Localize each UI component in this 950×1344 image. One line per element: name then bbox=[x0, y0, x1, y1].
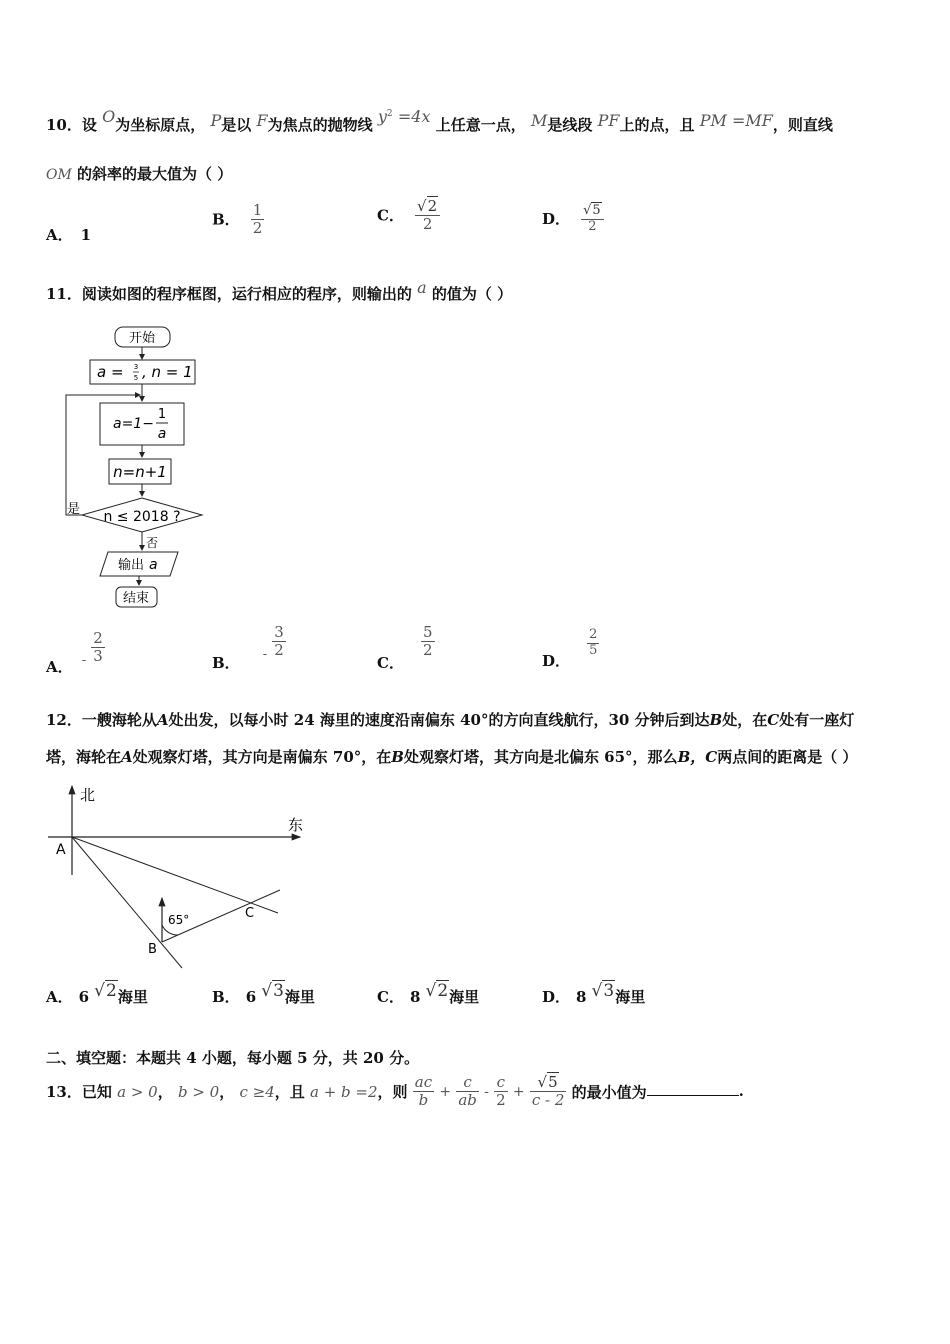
q11-option-a[interactable]: A． $_-$ $\frac{2}{3}$ bbox=[46, 629, 103, 677]
flow-decision-text: n ≤ 2018 ? bbox=[103, 509, 181, 525]
flow-init-num: 3 bbox=[133, 363, 139, 371]
point-a-label: A bbox=[56, 842, 66, 858]
question-12-line2: 塔，海轮在A处观察灯塔，其方向是南偏东 70°，在B处观察灯塔，其方向是北偏东 65°，那么B，C两点间的距离是（ ） bbox=[46, 748, 858, 766]
question-10-line2: OM 的斜率的最大值为（ ） bbox=[46, 165, 233, 183]
q12-option-d[interactable]: D． 8 √3海里 bbox=[542, 981, 646, 1006]
question-10-line1: 10．设 O为坐标原点， P是以 F为焦点的抛物线 $y^2 =4x$ 上任意一点， M是线段 PF上的点，且 PM =MF，则直线 bbox=[46, 107, 833, 134]
question-number: 10． bbox=[46, 116, 82, 134]
point-c-label: C bbox=[245, 906, 255, 921]
point-b-label: B bbox=[148, 942, 157, 957]
q12-option-c[interactable]: C． 8 √2海里 bbox=[377, 981, 480, 1006]
program-flowchart bbox=[60, 322, 220, 614]
question-number: 11． bbox=[46, 285, 82, 303]
angle-label: 65° bbox=[168, 913, 190, 927]
flow-output-var: a bbox=[149, 557, 158, 573]
answer-blank[interactable] bbox=[647, 1083, 739, 1096]
flow-yes-label: 是 bbox=[67, 502, 81, 517]
q10-option-c[interactable]: C． $\frac{√2}{2}$ bbox=[377, 198, 440, 234]
flow-init-a: a = bbox=[97, 363, 124, 381]
parabola-equation: $y^2 =4x$ bbox=[377, 107, 431, 126]
question-number: 13． bbox=[46, 1083, 82, 1102]
question-13: 13．已知 a > 0， b > 0， c ≥4，且 a + b =2，则 $\frac{ac}{b}$ + $\frac{c}{ab}$ - $\frac{c}{2}$ + $\frac{√5}{c - 2}$ 的最小值为 . bbox=[46, 1073, 744, 1110]
flow-step-den: a bbox=[157, 426, 167, 442]
line-ac bbox=[72, 837, 278, 913]
q10-option-b[interactable]: B． $\frac{1}{2}$ bbox=[212, 201, 263, 238]
q12-option-b[interactable]: B． 6 √3海里 bbox=[212, 981, 315, 1006]
q11-option-d[interactable]: D． $\frac{2}{5}$ bbox=[542, 627, 598, 670]
q10-option-a[interactable]: A． 1 bbox=[46, 226, 92, 244]
flow-start-text: 开始 bbox=[128, 331, 156, 346]
question-12-line1: 12．一艘海轮从A处出发，以每小时 24 海里的速度沿南偏东 40°的方向直线航行，30 分钟后到达B处，在C处有一座灯 bbox=[46, 711, 855, 729]
q11-option-b[interactable]: B． $_-$ $\frac{3}{2}$ bbox=[212, 623, 284, 673]
q11-option-c[interactable]: C． $\frac{5}{2}$ bbox=[377, 623, 433, 673]
flow-output-text: 输出 bbox=[118, 558, 145, 573]
flow-step-lhs: a=1− bbox=[113, 416, 154, 432]
flow-init-den: 5 bbox=[133, 374, 139, 382]
q10-option-d[interactable]: D． $\frac{√5}{2}$ bbox=[542, 204, 604, 235]
flow-no-label: 否 bbox=[146, 536, 159, 550]
route-ab bbox=[72, 837, 182, 968]
navigation-figure bbox=[48, 780, 318, 975]
east-label: 东 bbox=[288, 816, 304, 834]
flow-step-num: 1 bbox=[157, 407, 167, 422]
question-11-stem: 11．阅读如图的程序框图，运行相应的程序，则输出的 a 的值为（ ） bbox=[46, 278, 513, 303]
q12-option-a[interactable]: A． 6 √2海里 bbox=[46, 981, 148, 1006]
question-number: 12． bbox=[46, 711, 82, 729]
flow-end-text: 结束 bbox=[122, 591, 150, 606]
flow-init-n: , n = 1 bbox=[142, 363, 193, 381]
section-2-heading: 二、填空题：本题共 4 小题，每小题 5 分，共 20 分。 bbox=[46, 1049, 420, 1067]
flow-increment-text: n=n+1 bbox=[113, 463, 167, 481]
north-label: 北 bbox=[80, 786, 96, 804]
